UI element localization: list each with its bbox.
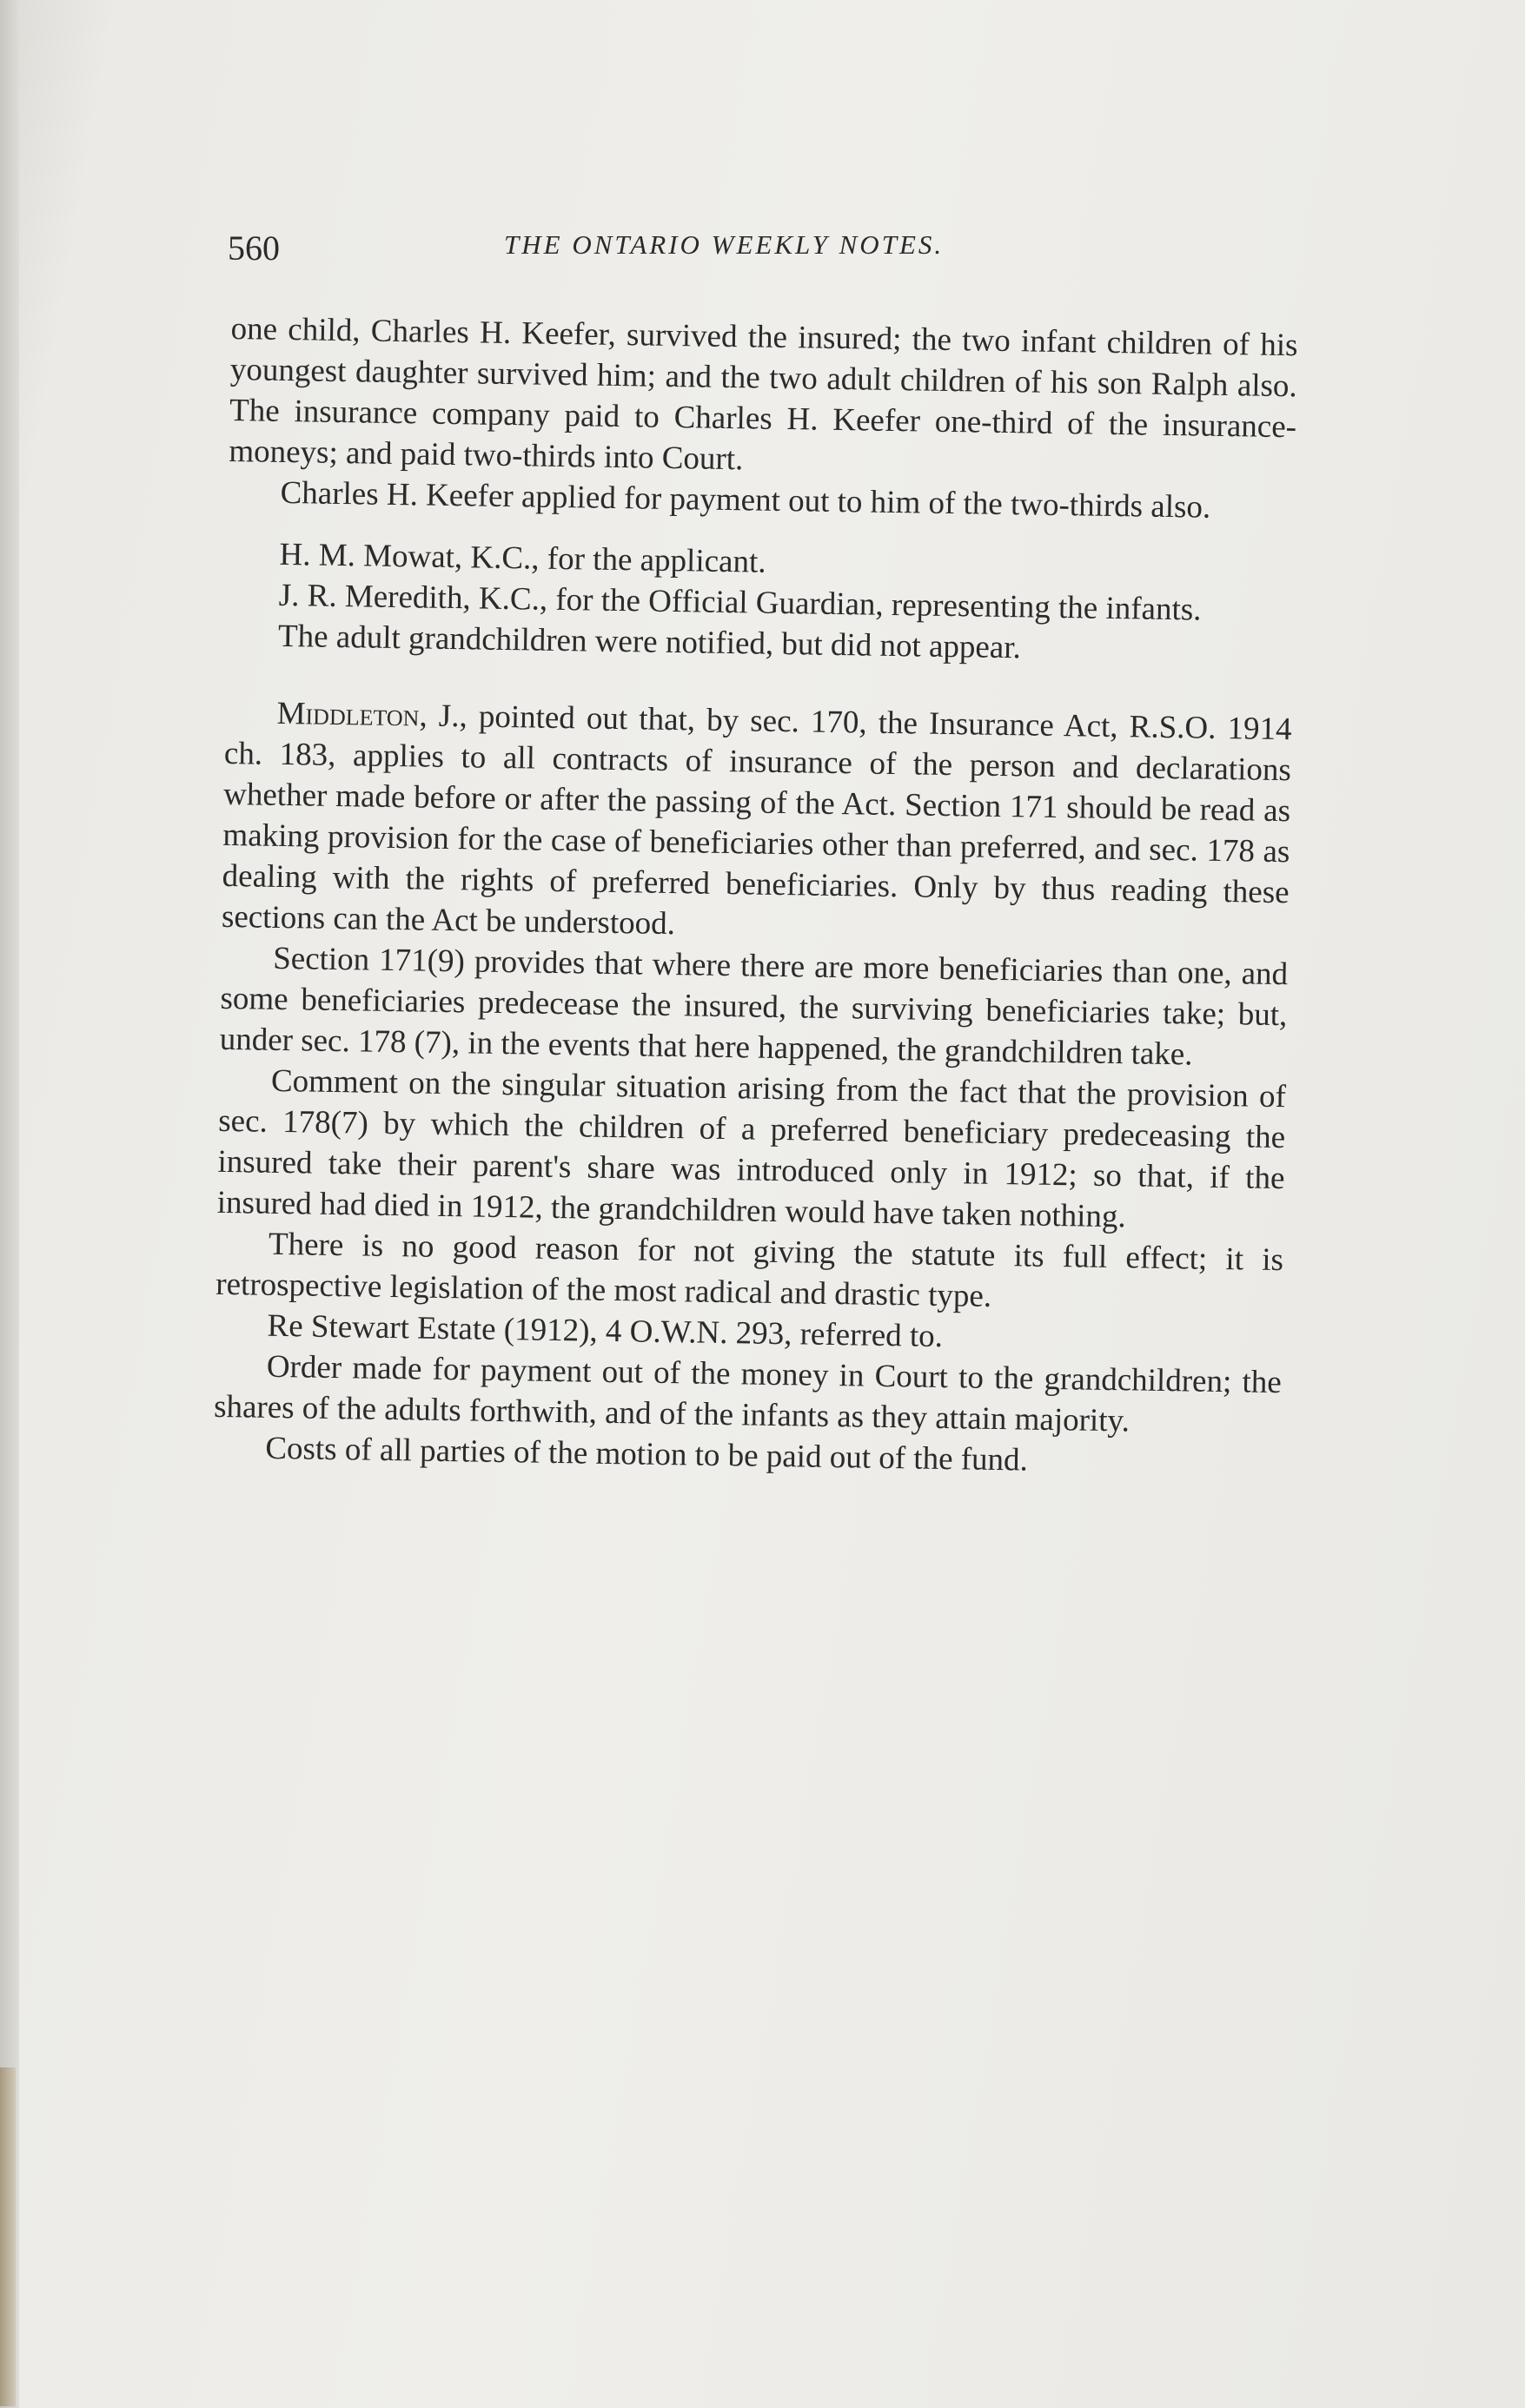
counsel-line: H. M. Mowat, K.C., for the applicant. [279,536,766,580]
paragraph: Charles H. Keefer applied for payment out to him of the two-thirds also. [280,474,1211,526]
paragraph: The adult grandchildren were notified, but did not appear. [277,618,1022,666]
body-text [213,308,1298,1485]
running-head: THE ONTARIO WEEKLY NOTES. [504,229,945,260]
citation-line: Re Stewart Estate (1912), 4 O.W.N. 293, referred to. [267,1307,944,1355]
paragraph: Order made for payment out of the money in Court to the grandchildren; the shares of the adults forthwith, and of the infants as they attain majority. [213,1348,1283,1439]
page-number: 560 [228,228,280,268]
page-gutter [0,0,19,2408]
judgment-text: pointed out that, by sec. 170, the Insurance Act, R.S.O. 1914 ch. 183, applies to all contracts of insurance of the person and declarations whether made before or after the passing of the Act. Section 171 should be read as making provision for the case of beneficiaries other than preferred, and sec. 178 as dealing with the rights of preferred beneficiaries. Only by thus reading these sections can the Act be understood. [221,698,1292,943]
paragraph: There is no good reason for not giving the statute its full effect; it is retrospective legislation of the most radical and drastic type. [215,1226,1284,1314]
judge-name: Middleton, J., [276,695,468,735]
page-header [228,228,1305,271]
paragraph: Costs of all parties of the motion to be paid out of the fund. [265,1430,1029,1479]
judgment-paragraph [222,692,1292,954]
paragraph: Comment on the singular situation arising from the fact that the provision of sec. 178(7) by which the children of a preferred beneficiary predeceasing the insured take their parent's share was introduced only in 1912; so that, if the insured had died in 1912, the grandchildren would have taken nothing. [216,1062,1287,1235]
binding-edge [0,2067,16,2406]
paragraph: Section 171(9) provides that where there are more beneficiaries than one, and some beneficiaries predecease the insured, the surviving beneficiaries take; but, under sec. 178 (7), in the events that here happened, the grandchildren take. [219,940,1289,1073]
counsel-line: J. R. Meredith, K.C., for the Official Guardian, representing the infants. [278,577,1202,628]
paragraph: one child, Charles H. Keefer, survived the insured; the two infant children of his youngest daughter survived him; and the two adult children of his son Ralph also. The insurance company paid to Charles H. Keefer one-third of the insurance-moneys; and paid two-thirds into Court. [229,310,1298,478]
